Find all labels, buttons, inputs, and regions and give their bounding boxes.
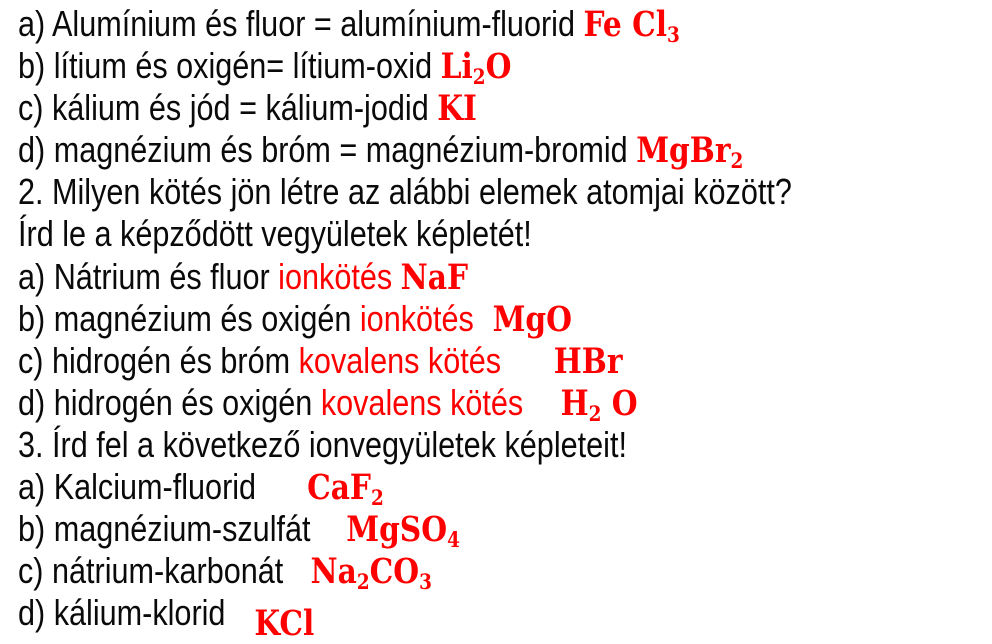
chemical-formula [401, 257, 468, 298]
text-segment: b) magnézium-szulfát [18, 508, 311, 550]
chemical-formula [636, 130, 744, 175]
worksheet-text-block [18, 3, 992, 644]
chemical-formula [560, 382, 638, 427]
text-segment: d) hidrogén és oxigén [18, 381, 321, 423]
formula-subscript: 2 [588, 401, 602, 427]
text-line [18, 3, 846, 49]
formula-part: Li [440, 46, 473, 88]
chemical-formula [254, 603, 314, 644]
text-line [18, 381, 846, 427]
chemical-formula [307, 467, 384, 512]
text-line [18, 508, 846, 554]
text-line [18, 592, 846, 644]
text-segment: a) Nátrium és fluor [18, 255, 279, 297]
bond-type-label: kovalens kötés [298, 339, 502, 381]
formula-part: KI [437, 88, 477, 130]
formula-part: MgBr [636, 130, 731, 172]
formula-subscript: 2 [730, 149, 744, 175]
spacer [256, 498, 307, 499]
text-segment: c) nátrium-karbonát [18, 550, 284, 592]
text-line [18, 256, 846, 298]
spacer [283, 582, 310, 583]
bond-type-label: kovalens kötés [320, 381, 524, 423]
text-line [18, 87, 846, 129]
text-segment: c) kálium és jód = kálium-jodid [18, 87, 438, 129]
spacer [311, 540, 347, 541]
text-line [18, 466, 846, 512]
formula-part: Fe Cl [583, 4, 668, 45]
text-line [18, 298, 846, 340]
spacer [482, 330, 492, 331]
formula-subscript: 2 [472, 65, 486, 91]
spacer [225, 624, 254, 625]
text-line [18, 45, 846, 91]
formula-part: KCl [254, 603, 315, 644]
formula-part: CO [369, 551, 420, 593]
chemical-formula [554, 341, 623, 382]
text-line [18, 171, 846, 213]
text-segment: b) lítium és oxigén= lítium-oxid [18, 45, 441, 87]
text-line [18, 550, 846, 596]
formula-part: Na [310, 551, 357, 593]
formula-subscript: 4 [447, 528, 460, 554]
bond-type-label: ionkötés [359, 297, 483, 339]
formula-part: NaF [400, 256, 469, 298]
text-line [18, 129, 846, 175]
formula-subscript: 2 [370, 486, 384, 512]
spacer [501, 372, 554, 373]
chemical-formula [437, 88, 477, 129]
formula-subscript: 3 [667, 23, 680, 49]
text-segment: d) magnézium és bróm = magnézium-bromid [18, 129, 637, 171]
text-line [18, 424, 846, 466]
text-segment: 2. Milyen kötés jön létre az alábbi elemek atomjai között? [18, 171, 792, 213]
text-segment: d) kálium-klorid [18, 592, 226, 634]
formula-part: H [560, 382, 589, 424]
text-line [18, 213, 846, 255]
text-segment: b) magnézium és oxigén [18, 297, 360, 339]
text-segment: a) Alumínium és fluor = alumínium-fluorid [18, 3, 584, 44]
spacer [523, 414, 560, 415]
chemical-formula [440, 46, 512, 91]
formula-part: MgO [492, 298, 573, 340]
text-segment: c) hidrogén és bróm [18, 339, 299, 381]
chemical-formula [310, 551, 432, 596]
text-segment: a) Kalcium-fluorid [18, 466, 257, 508]
text-segment: Írd le a képződött vegyületek képletét! [18, 213, 532, 255]
formula-subscript: 2 [356, 570, 370, 596]
chemical-formula [583, 4, 680, 49]
chemical-formula [493, 299, 572, 340]
bond-type-label: ionkötés [278, 255, 401, 297]
formula-part: O [485, 46, 512, 88]
formula-part: HBr [553, 340, 623, 382]
chemical-formula [346, 509, 460, 554]
formula-part: CaF [307, 467, 371, 509]
text-line [18, 340, 846, 382]
formula-part: MgSO [346, 509, 448, 551]
formula-subscript: 3 [419, 570, 432, 596]
text-segment: 3. Írd fel a következő ionvegyületek képleteit! [18, 423, 627, 465]
formula-part: O [601, 382, 638, 424]
